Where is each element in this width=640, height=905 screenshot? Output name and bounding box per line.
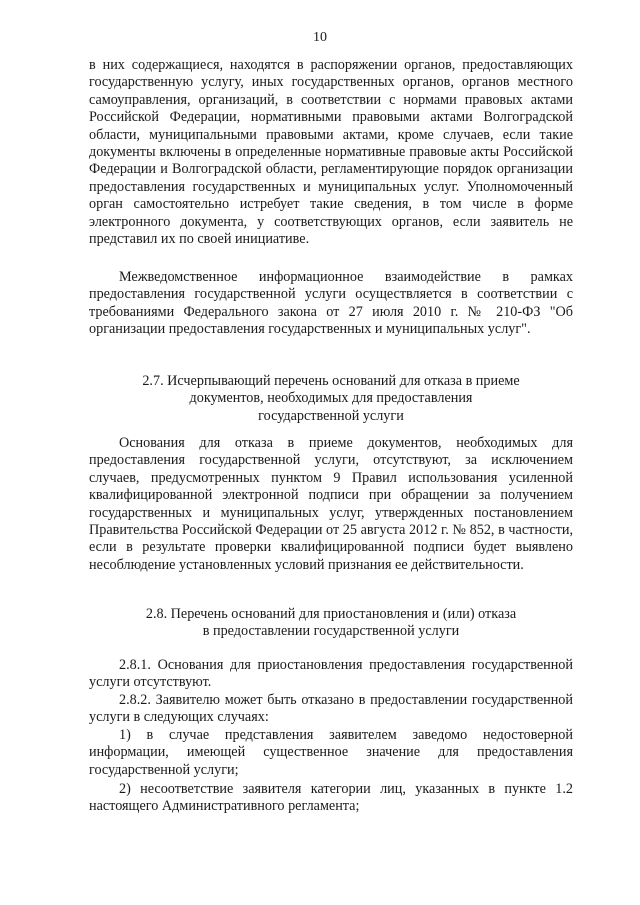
paragraph-text: Основания для отказа в приеме документов, необходимых для предоставления государственной услуги, отсутствуют, за исключением случаев, предусмотренных пунктом 9 Правил использования усиленной квалифицированной электронной подписи при обращении за получением государственных и муниципальных услуг, утвержденных постановлением Правительства Российской Федерации от 25 августа 2012 г. № 852, в частности, если в результате проверки квалифицированной подписи будет выявлено несоблюдение установленных условий признания ее действительности. <box>89 435 573 573</box>
section-heading-2-8 <box>89 606 573 641</box>
paragraph-refusal-grounds <box>89 435 573 574</box>
paragraph-text: 2.8.2. Заявителю может быть отказано в предоставлении государственной услуги в следующих случаях: <box>89 692 573 726</box>
paragraph-interdepartmental <box>89 269 573 339</box>
paragraph-documents-in-possession <box>89 57 573 248</box>
list-item-2 <box>89 781 573 816</box>
paragraph-2-8-1 <box>89 657 573 692</box>
paragraph-text: 2.8.1. Основания для приостановления предоставления государственной услуги отсутствуют. <box>89 657 573 691</box>
heading-line: документов, необходимых для предоставления <box>189 390 473 407</box>
heading-line: 2.8. Перечень оснований для приостановления и (или) отказа <box>145 606 517 622</box>
section-heading-2-7 <box>89 373 573 425</box>
list-item-1 <box>89 727 573 779</box>
heading-line: государственной услуги <box>258 407 404 424</box>
paragraph-2-8-2 <box>89 692 573 727</box>
paragraph-text: в них содержащиеся, находятся в распоряжении органов, предоставляющих государственную услугу, иных государственных органов, органов местного самоуправления, организаций, в соответствии с нормами правовых актами Российской Федерации, нормативными правовыми актами Волгоградской области, муниципальными правовыми актами, кроме случаев, если такие документы включены в определенные нормативные правовые акты Российской Федерации и Волгоградской области, регламентирующие порядок организации предоставления государственных и муниципальных услуг. Уполномоченный орган самостоятельно истребует такие сведения, в том числе в форме электронного документа, у соответствующих органов, если заявитель не представил их по своей инициативе. <box>89 57 573 248</box>
page-number: 10 <box>313 30 327 45</box>
list-item-text: 1) в случае представления заявителем заведомо недостоверной информации, имеющей существенное значение для предоставления государственной услуги; <box>89 727 573 778</box>
heading-line: 2.7. Исчерпывающий перечень оснований для отказа в приеме <box>142 373 520 389</box>
heading-line: в предоставлении государственной услуги <box>202 623 460 640</box>
paragraph-text: Межведомственное информационное взаимодействие в рамках предоставления государственной услуги осуществляется в соответствии с требованиями Федерального закона от 27 июля 2010 г. № 210-ФЗ "Об организации предоставления государственных и муниципальных услуг". <box>89 269 573 338</box>
list-item-text: 2) несоответствие заявителя категории лиц, указанных в пункте 1.2 настоящего Административного регламента; <box>89 781 573 815</box>
